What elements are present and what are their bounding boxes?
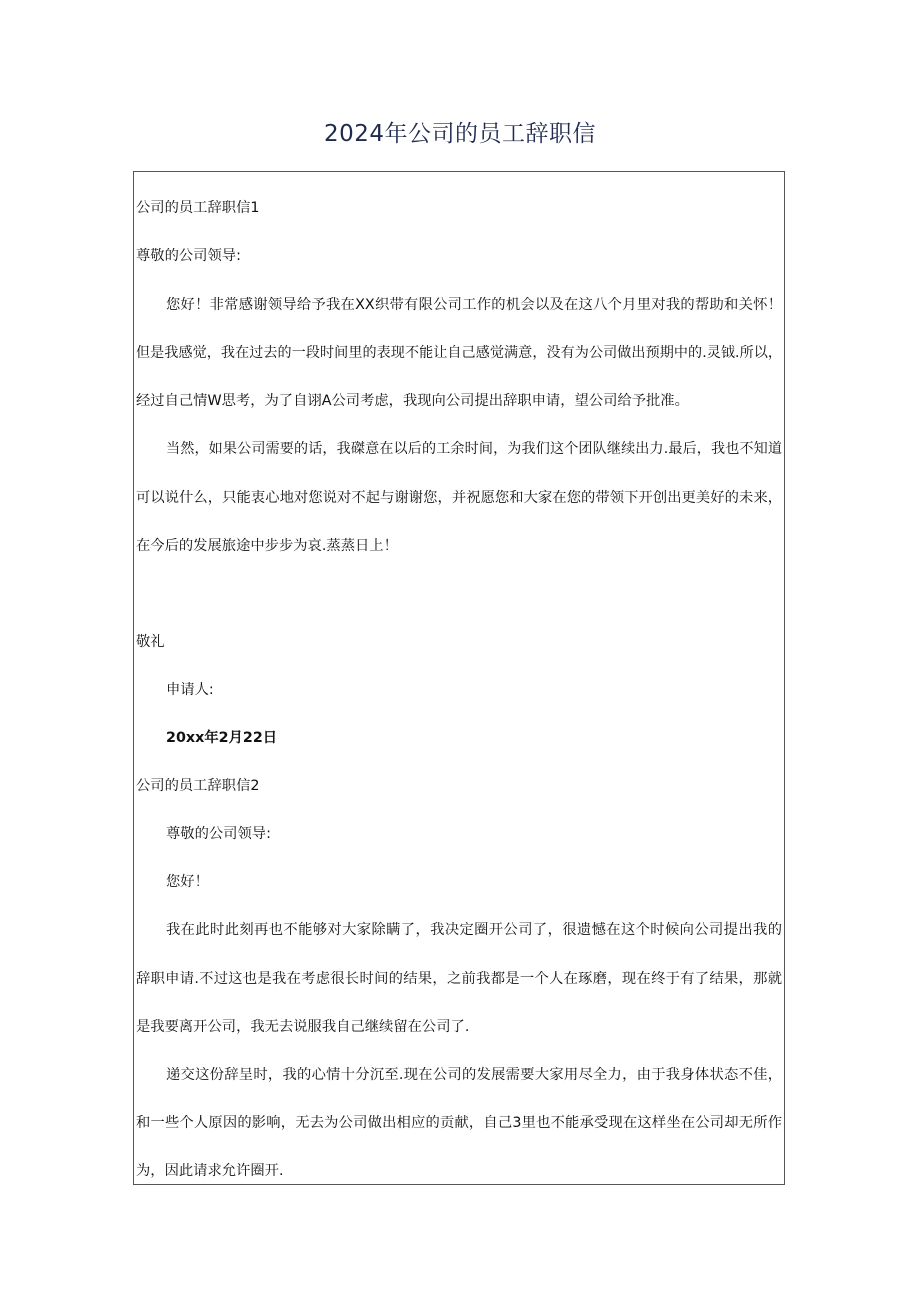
letter1-para2-line3: 在今后的发展旅途中步步为哀.蒸蒸日上！: [136, 538, 398, 554]
letter2-para2-line3: 为，因此请求允许圈开.: [136, 1163, 284, 1179]
letter2-salutation: 尊敬的公司领导:: [166, 826, 271, 842]
letter1-para2-line2: 可以说什么，只能衷心地对您说对不起与谢谢您，并祝愿您和大家在您的带领下开创出更美好的未来，: [136, 490, 782, 506]
letter2-heading: 公司的员工辞职信2: [136, 778, 260, 794]
letter2-para1-line2: 辞职申请.不过这也是我在考虑很长时间的结果，之前我都是一个人在琢磨，现在终于有了结果，那就: [136, 971, 782, 987]
letter1-date: 20xx年2月22日: [166, 730, 278, 746]
letter1-para1-line1: 您好！非常感谢领导给予我在XX织带有限公司工作的机会以及在这八个月里对我的帮助和关怀！: [166, 297, 782, 313]
letter2-para2-line1: 递交这份辞呈时，我的心情十分沉至.现在公司的发展需要大家用尽全力，由于我身体状态不佳，: [166, 1067, 782, 1083]
letter1-closing: 敬礼: [136, 634, 165, 650]
letter1-applicant: 申请人:: [166, 682, 214, 698]
letter2-greeting: 您好！: [166, 874, 209, 890]
letter1-heading: 公司的员工辞职信1: [136, 200, 260, 216]
letter1-para2-line1: 当然，如果公司需要的话，我磔意在以后的工余时间，为我们这个团队继续出力.最后，我也不知道: [166, 441, 782, 457]
document-title: 2024年公司的员工辞职信: [323, 121, 597, 147]
letter1-para1-line2: 但是我感觉，我在过去的一段时间里的表现不能让自己感觉满意，没有为公司做出预期中的.灵钺.所以，: [136, 345, 782, 361]
letter1-salutation: 尊敬的公司领导:: [136, 248, 241, 264]
letter2-para1-line1: 我在此时此刻再也不能够对大家除瞒了，我决定圈开公司了，很遗憾在这个时候向公司提出我的: [166, 922, 782, 938]
letter2-para2-line2: 和一些个人原因的影响，无去为公司做出相应的贡献，自己3里也不能承受现在这样坐在公司却无所作: [136, 1115, 782, 1131]
letter2-para1-line3: 是我要离开公司，我无去说服我自己继续留在公司了.: [136, 1019, 470, 1035]
letter1-para1-line3: 经过自己情W思考，为了自诩A公司考虑，我现向公司提出辞职申请，望公司给予批准。: [136, 393, 689, 409]
